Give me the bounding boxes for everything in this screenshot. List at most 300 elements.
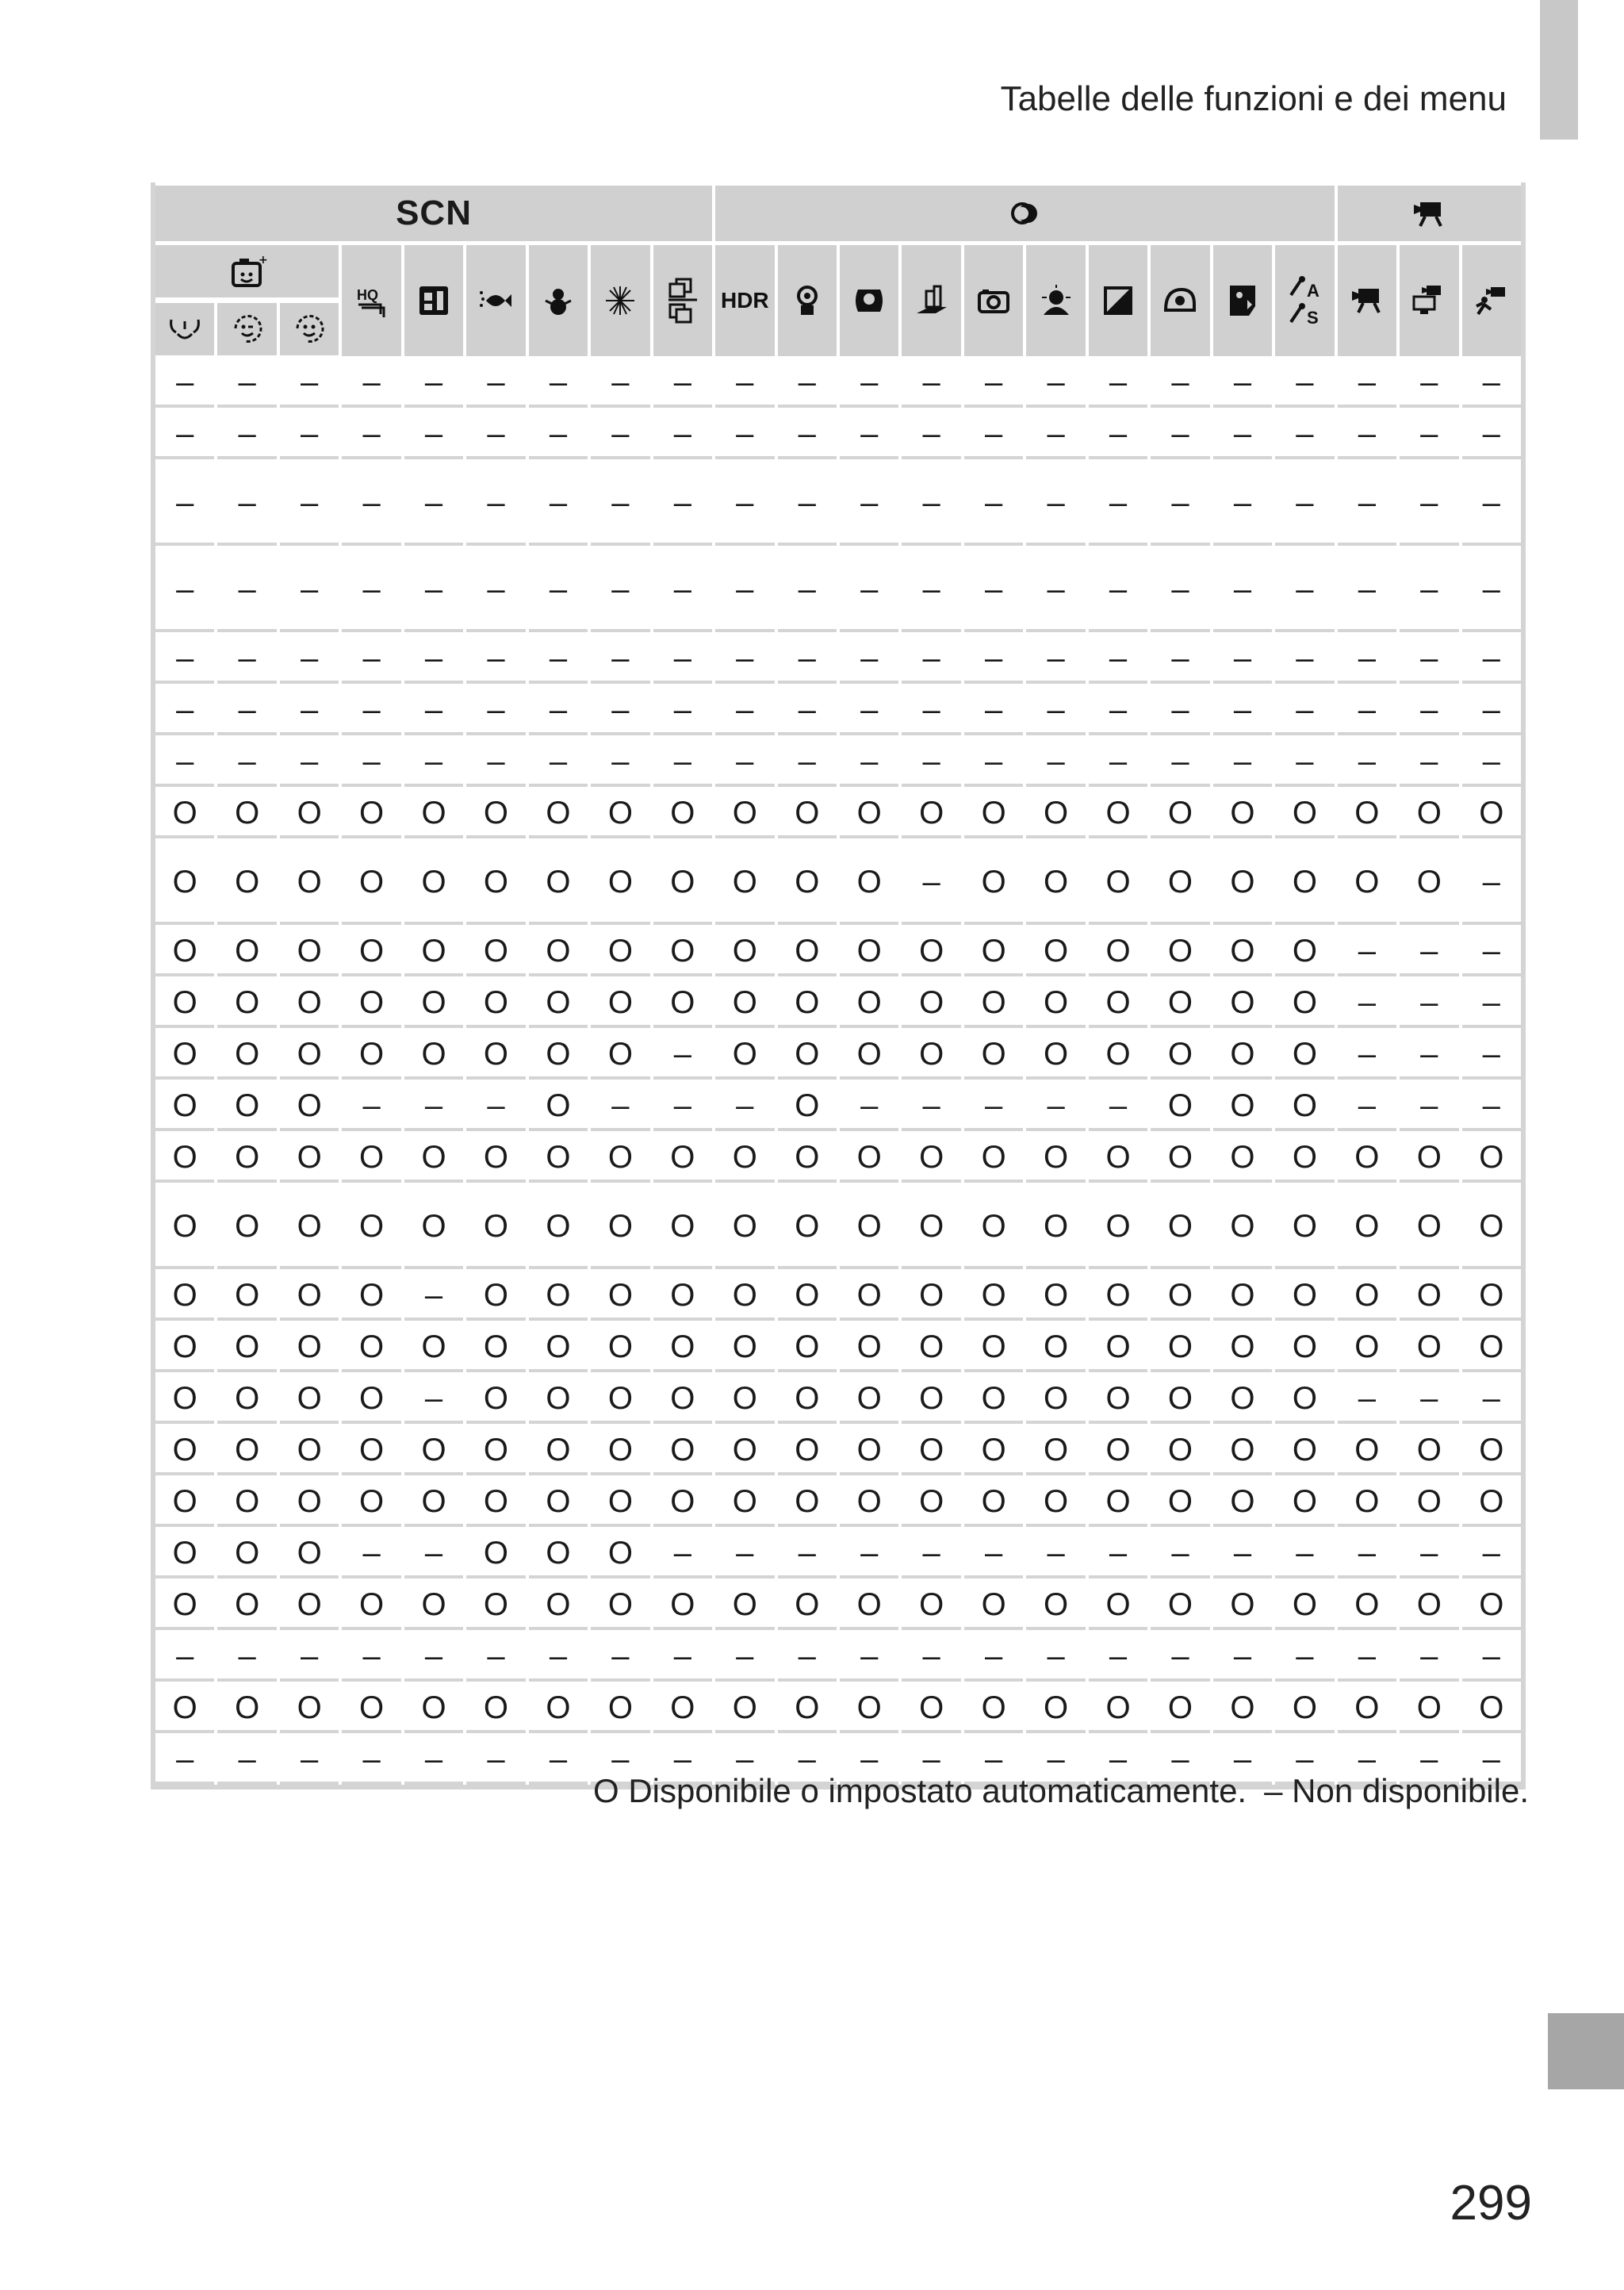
table-cell: –: [1026, 1531, 1085, 1578]
table-cell: –: [1400, 1634, 1458, 1682]
table-cell: O: [342, 1686, 400, 1733]
table-cell: O: [653, 1686, 712, 1733]
fisheye-header: [840, 245, 898, 356]
wink-self-timer-icon: [229, 313, 266, 346]
table-cell: O: [217, 1032, 276, 1080]
table-cell: –: [466, 739, 525, 787]
table-cell: –: [466, 360, 525, 408]
table-cell: –: [1089, 463, 1147, 546]
table-cell: O: [155, 980, 214, 1028]
table-cell: O: [1275, 980, 1334, 1028]
table-cell: O: [404, 1187, 463, 1269]
monochrome-icon: [1101, 283, 1136, 318]
table-cell: O: [715, 1479, 774, 1527]
table-cell: O: [840, 1479, 898, 1527]
table-cell: O: [653, 1135, 712, 1183]
table-cell: –: [280, 360, 339, 408]
table-cell: O: [653, 1428, 712, 1475]
table-cell: –: [404, 1531, 463, 1578]
fisheye-icon: [852, 283, 887, 318]
table-cell: –: [155, 636, 214, 684]
table-cell: O: [280, 791, 339, 838]
table-cell: O: [155, 1376, 214, 1424]
table-cell: O: [964, 791, 1023, 838]
table-cell: O: [404, 1686, 463, 1733]
table-cell: O: [1462, 1273, 1521, 1321]
table-cell: –: [1151, 1737, 1209, 1785]
table-cell: O: [529, 1428, 588, 1475]
table-cell: O: [653, 1187, 712, 1269]
table-cell: O: [217, 1428, 276, 1475]
table-cell: O: [1462, 1325, 1521, 1372]
table-cell: O: [778, 1325, 837, 1372]
table-cell: –: [280, 688, 339, 735]
function-table: [155, 186, 1521, 1785]
table-cell: O: [1213, 1084, 1272, 1131]
table-cell: –: [1338, 412, 1396, 459]
table-cell: –: [902, 1084, 960, 1131]
table-cell: –: [964, 636, 1023, 684]
table-cell: O: [529, 929, 588, 976]
table-cell: –: [404, 1376, 463, 1424]
table-cell: –: [1400, 1737, 1458, 1785]
table-cell: O: [466, 1428, 525, 1475]
group-creative-filters-header: [715, 186, 1335, 241]
table-cell: –: [1213, 360, 1272, 408]
table-cell: O: [964, 1686, 1023, 1733]
table-cell: O: [1026, 1582, 1085, 1630]
table-cell: –: [466, 1737, 525, 1785]
svg-text:A: A: [1307, 281, 1320, 301]
color-accent-swap-icon: [1286, 274, 1323, 327]
table-cell: –: [466, 636, 525, 684]
table-cell: O: [404, 1032, 463, 1080]
table-cell: O: [217, 1084, 276, 1131]
table-cell: –: [404, 739, 463, 787]
face-self-timer-icon: [291, 313, 327, 346]
table-cell: O: [155, 929, 214, 976]
table-cell: O: [964, 1376, 1023, 1424]
table-cell: O: [217, 1582, 276, 1630]
table-cell: O: [1151, 1479, 1209, 1527]
table-cell: –: [840, 1084, 898, 1131]
table-cell: –: [1462, 980, 1521, 1028]
table-cell: –: [1400, 412, 1458, 459]
table-cell: O: [840, 1187, 898, 1269]
table-cell: O: [529, 1376, 588, 1424]
table-cell: O: [902, 1187, 960, 1269]
table-cell: –: [715, 412, 774, 459]
toy-camera-icon: [976, 283, 1011, 318]
table-cell: –: [715, 550, 774, 632]
table-cell: O: [466, 791, 525, 838]
table-cell: O: [715, 791, 774, 838]
table-cell: –: [1151, 1634, 1209, 1682]
table-cell: –: [404, 1634, 463, 1682]
table-cell: –: [1275, 739, 1334, 787]
table-cell: –: [653, 463, 712, 546]
table-cell: –: [1213, 636, 1272, 684]
table-cell: –: [1462, 550, 1521, 632]
table-cell: O: [342, 929, 400, 976]
table-cell: –: [902, 842, 960, 925]
miniature-header: [902, 245, 960, 356]
handheld-night-icon: [416, 283, 451, 318]
table-cell: –: [778, 739, 837, 787]
table-cell: –: [342, 1531, 400, 1578]
table-cell: O: [1089, 1187, 1147, 1269]
table-cell: –: [1338, 1376, 1396, 1424]
table-cell: O: [715, 1686, 774, 1733]
table-cell: –: [964, 463, 1023, 546]
table-cell: –: [155, 1634, 214, 1682]
table-cell: –: [342, 463, 400, 546]
table-cell: O: [1213, 1686, 1272, 1733]
table-cell: –: [964, 550, 1023, 632]
table-cell: O: [155, 1428, 214, 1475]
table-cell: O: [591, 1273, 649, 1321]
table-cell: O: [778, 791, 837, 838]
table-cell: O: [280, 1686, 339, 1733]
stitch-assist-icon: [665, 276, 700, 325]
table-cell: –: [840, 636, 898, 684]
table-cell: –: [1338, 360, 1396, 408]
table-cell: O: [778, 1428, 837, 1475]
table-cell: –: [1213, 550, 1272, 632]
table-cell: O: [902, 1273, 960, 1321]
table-cell: O: [902, 1325, 960, 1372]
super-slow-motion-header: [1462, 245, 1521, 356]
group-scn-header: SCN: [155, 186, 712, 241]
table-cell: O: [1026, 1325, 1085, 1372]
table-cell: –: [1026, 1084, 1085, 1131]
table-cell: O: [1213, 842, 1272, 925]
table-cell: –: [1462, 842, 1521, 925]
table-cell: O: [342, 1479, 400, 1527]
table-cell: –: [155, 739, 214, 787]
svg-text:HQ: HQ: [356, 287, 378, 303]
table-cell: O: [1151, 1582, 1209, 1630]
table-cell: –: [1151, 739, 1209, 787]
table-cell: O: [591, 1582, 649, 1630]
table-cell: O: [1151, 1135, 1209, 1183]
table-cell: O: [280, 1032, 339, 1080]
table-cell: –: [1213, 688, 1272, 735]
table-cell: –: [342, 1737, 400, 1785]
table-cell: O: [529, 980, 588, 1028]
table-cell: O: [155, 791, 214, 838]
table-cell: O: [217, 929, 276, 976]
table-cell: O: [1462, 1135, 1521, 1183]
table-cell: –: [1338, 463, 1396, 546]
super-vivid-header: [1151, 245, 1209, 356]
table-cell: –: [840, 1737, 898, 1785]
table-cell: O: [964, 1135, 1023, 1183]
table-cell: –: [591, 360, 649, 408]
table-cell: O: [155, 842, 214, 925]
table-cell: O: [1275, 1376, 1334, 1424]
table-cell: –: [1400, 1531, 1458, 1578]
table-cell: –: [404, 688, 463, 735]
table-cell: O: [342, 1428, 400, 1475]
table-cell: O: [342, 1273, 400, 1321]
table-cell: –: [1338, 1084, 1396, 1131]
table-cell: –: [653, 1032, 712, 1080]
table-cell: –: [1462, 929, 1521, 976]
table-cell: O: [1026, 1686, 1085, 1733]
table-cell: O: [529, 1273, 588, 1321]
table-cell: –: [1400, 980, 1458, 1028]
table-cell: O: [217, 1479, 276, 1527]
table-cell: O: [1338, 1479, 1396, 1527]
table-cell: O: [1089, 1325, 1147, 1372]
table-cell: –: [217, 463, 276, 546]
imovie-header: [1400, 245, 1458, 356]
table-cell: O: [902, 1135, 960, 1183]
table-cell: O: [529, 1084, 588, 1131]
table-cell: O: [404, 791, 463, 838]
table-cell: –: [1089, 550, 1147, 632]
table-cell: O: [155, 1032, 214, 1080]
table-cell: –: [778, 360, 837, 408]
table-cell: –: [653, 1084, 712, 1131]
table-cell: O: [1089, 842, 1147, 925]
table-cell: O: [653, 929, 712, 976]
table-cell: O: [1213, 1376, 1272, 1424]
table-cell: –: [1400, 636, 1458, 684]
table-cell: O: [902, 791, 960, 838]
table-cell: –: [529, 463, 588, 546]
table-cell: –: [342, 412, 400, 459]
table-cell: O: [1151, 791, 1209, 838]
table-cell: O: [280, 1376, 339, 1424]
table-cell: –: [1213, 1737, 1272, 1785]
table-cell: –: [155, 463, 214, 546]
table-cell: –: [1151, 360, 1209, 408]
table-cell: O: [342, 1325, 400, 1372]
table-cell: –: [1400, 929, 1458, 976]
table-cell: O: [902, 980, 960, 1028]
table-cell: O: [466, 842, 525, 925]
table-cell: –: [778, 636, 837, 684]
table-cell: –: [1026, 1737, 1085, 1785]
table-cell: –: [1462, 360, 1521, 408]
underwater-icon: [478, 283, 513, 318]
table-cell: O: [529, 1582, 588, 1630]
table-cell: O: [1026, 1187, 1085, 1269]
table-cell: O: [715, 1582, 774, 1630]
table-cell: –: [840, 550, 898, 632]
table-cell: –: [1089, 688, 1147, 735]
table-cell: –: [1338, 980, 1396, 1028]
table-cell: O: [1151, 929, 1209, 976]
table-cell: O: [529, 1135, 588, 1183]
table-cell: O: [653, 1325, 712, 1372]
table-cell: –: [1462, 1531, 1521, 1578]
table-cell: –: [1400, 1376, 1458, 1424]
table-cell: –: [1400, 1032, 1458, 1080]
table-cell: O: [715, 1428, 774, 1475]
table-cell: O: [155, 1135, 214, 1183]
nostalgic-icon: [791, 283, 823, 318]
available-text: Disponibile o impostato automaticamente.: [628, 1772, 1247, 1809]
table-cell: –: [280, 550, 339, 632]
table-cell: O: [529, 842, 588, 925]
table-cell: O: [715, 1273, 774, 1321]
table-cell: –: [778, 550, 837, 632]
table-cell: O: [1026, 1135, 1085, 1183]
table-cell: O: [715, 980, 774, 1028]
table-cell: –: [1089, 636, 1147, 684]
table-cell: O: [1026, 1273, 1085, 1321]
table-cell: O: [964, 1032, 1023, 1080]
table-cell: O: [1089, 929, 1147, 976]
table-cell: O: [1400, 1479, 1458, 1527]
table-cell: –: [653, 688, 712, 735]
page-number: 299: [1450, 2176, 1532, 2231]
unavailable-symbol: –: [1264, 1772, 1283, 1809]
table-cell: –: [529, 739, 588, 787]
table-cell: O: [840, 929, 898, 976]
table-cell: –: [1462, 1737, 1521, 1785]
table-cell: O: [1026, 842, 1085, 925]
table-cell: –: [404, 1737, 463, 1785]
table-cell: –: [902, 360, 960, 408]
table-cell: O: [404, 1325, 463, 1372]
table-cell: –: [404, 463, 463, 546]
table-cell: O: [1089, 1428, 1147, 1475]
table-cell: –: [466, 1634, 525, 1682]
table-cell: O: [1151, 1187, 1209, 1269]
table-cell: O: [1400, 1686, 1458, 1733]
table-cell: –: [1089, 1737, 1147, 1785]
table-cell: O: [1151, 1084, 1209, 1131]
table-cell: O: [529, 1686, 588, 1733]
table-cell: –: [653, 1634, 712, 1682]
table-cell: –: [591, 1084, 649, 1131]
table-cell: –: [1089, 412, 1147, 459]
table-cell: O: [591, 1135, 649, 1183]
table-cell: O: [1213, 1428, 1272, 1475]
table-cell: –: [1151, 1531, 1209, 1578]
table-cell: O: [902, 1582, 960, 1630]
table-cell: –: [1462, 636, 1521, 684]
table-cell: O: [778, 842, 837, 925]
table-cell: –: [1213, 412, 1272, 459]
table-cell: O: [1026, 929, 1085, 976]
table-cell: O: [715, 1135, 774, 1183]
table-cell: –: [342, 636, 400, 684]
table-cell: O: [1089, 1032, 1147, 1080]
table-cell: –: [902, 688, 960, 735]
table-cell: –: [778, 1531, 837, 1578]
table-cell: –: [155, 1737, 214, 1785]
table-cell: O: [591, 842, 649, 925]
table-cell: –: [653, 360, 712, 408]
table-cell: –: [840, 688, 898, 735]
table-cell: O: [778, 1686, 837, 1733]
table-cell: O: [902, 1428, 960, 1475]
table-cell: –: [1338, 739, 1396, 787]
table-cell: O: [1151, 1325, 1209, 1372]
table-cell: –: [342, 739, 400, 787]
table-cell: O: [1213, 1135, 1272, 1183]
table-cell: O: [280, 842, 339, 925]
table-cell: O: [155, 1531, 214, 1578]
table-cell: O: [778, 1032, 837, 1080]
table-cell: O: [1151, 980, 1209, 1028]
table-cell: O: [964, 1582, 1023, 1630]
table-cell: O: [1026, 1479, 1085, 1527]
table-cell: O: [280, 1479, 339, 1527]
table-cell: O: [653, 1479, 712, 1527]
table-cell: O: [591, 1325, 649, 1372]
table-cell: O: [1213, 1273, 1272, 1321]
table-cell: O: [466, 1479, 525, 1527]
table-cell: O: [1275, 1032, 1334, 1080]
table-cell: –: [1338, 929, 1396, 976]
wink-self-timer-header: [217, 303, 276, 355]
table-cell: O: [715, 1325, 774, 1372]
table-cell: –: [1462, 688, 1521, 735]
table-cell: –: [715, 739, 774, 787]
table-cell: –: [1151, 550, 1209, 632]
table-cell: O: [466, 1582, 525, 1630]
table-cell: O: [217, 1686, 276, 1733]
table-cell: –: [404, 550, 463, 632]
table-cell: O: [1338, 1428, 1396, 1475]
table-cell: O: [591, 1187, 649, 1269]
table-cell: O: [840, 980, 898, 1028]
table-cell: O: [280, 1582, 339, 1630]
table-cell: O: [466, 1376, 525, 1424]
table-cell: O: [404, 1479, 463, 1527]
hq-burst-header: [342, 245, 400, 356]
table-cell: O: [1400, 1187, 1458, 1269]
table-cell: O: [1275, 842, 1334, 925]
smart-shutter-icon: [228, 254, 266, 289]
table-cell: O: [591, 791, 649, 838]
table-cell: O: [155, 1686, 214, 1733]
creative-filters-icon: [1009, 198, 1040, 229]
table-cell: –: [1213, 1531, 1272, 1578]
table-cell: O: [466, 980, 525, 1028]
table-cell: –: [1462, 1032, 1521, 1080]
table-cell: –: [1400, 360, 1458, 408]
table-cell: O: [280, 929, 339, 976]
table-cell: –: [715, 636, 774, 684]
table-cell: O: [964, 1479, 1023, 1527]
table-cell: –: [342, 1634, 400, 1682]
snow-header: [529, 245, 588, 356]
table-cell: O: [715, 1376, 774, 1424]
table-cell: –: [1026, 360, 1085, 408]
table-cell: O: [1338, 1686, 1396, 1733]
table-cell: –: [715, 1737, 774, 1785]
table-cell: O: [964, 1325, 1023, 1372]
table-cell: –: [840, 360, 898, 408]
table-cell: O: [1151, 1686, 1209, 1733]
monochrome-header: [1089, 245, 1147, 356]
table-cell: –: [715, 1084, 774, 1131]
table-cell: O: [529, 1187, 588, 1269]
table-cell: –: [1462, 1376, 1521, 1424]
table-cell: –: [280, 1737, 339, 1785]
table-cell: –: [1275, 688, 1334, 735]
table-cell: O: [280, 1187, 339, 1269]
table-cell: –: [1400, 463, 1458, 546]
table-cell: O: [715, 1187, 774, 1269]
